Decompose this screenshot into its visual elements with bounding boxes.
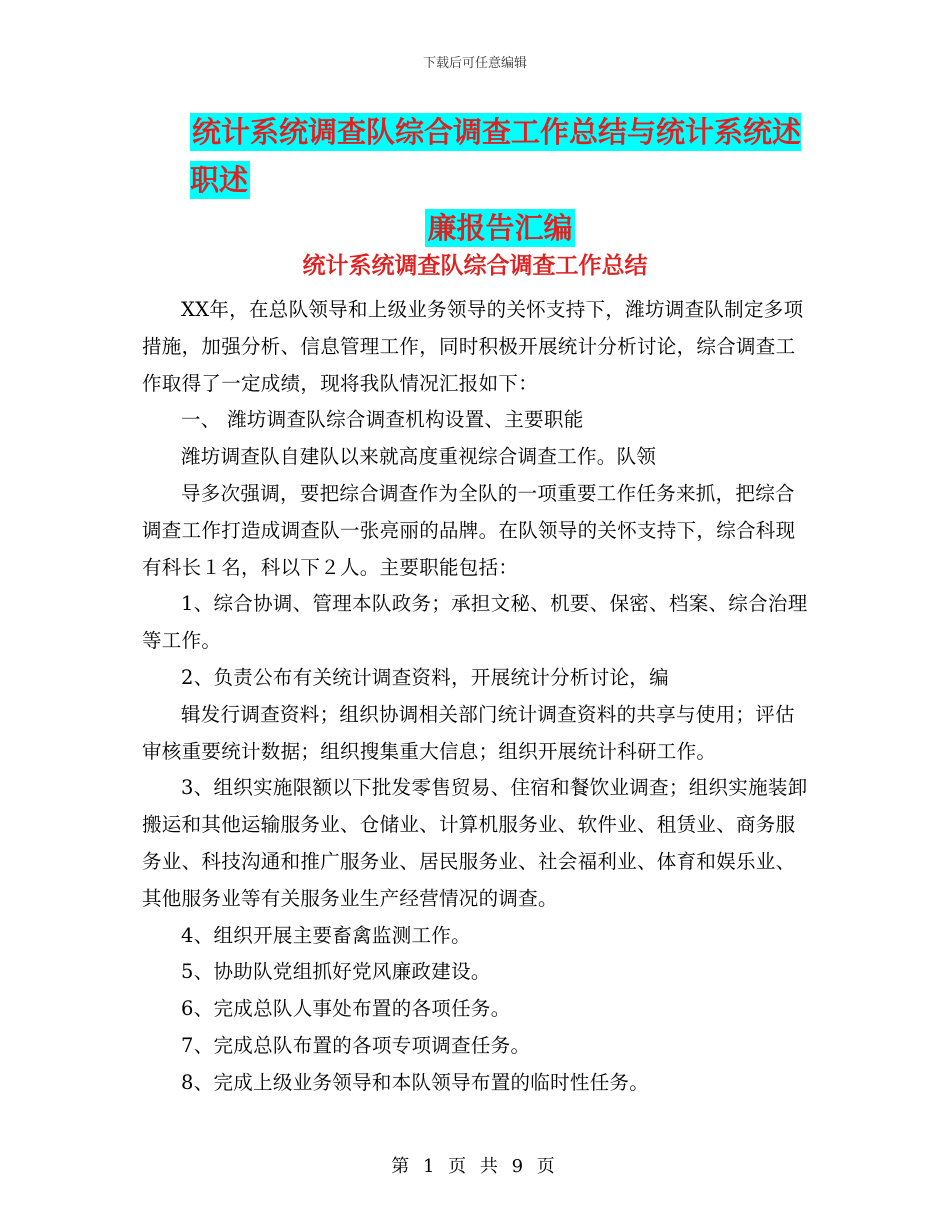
paragraph-intro: XX年，在总队领导和上级业务领导的关怀支持下，潍坊调查队制定多项措施，加强分析、信息管理工作，同时积极开展统计分析讨论，综合调查工作取得了一定成绩，现将我队情况汇报如下：	[142, 298, 804, 395]
list-item-1: 1、综合协调、管理本队政务；承担文秘、机要、保密、档案、综合治理等工作。	[142, 592, 808, 653]
document-body	[142, 292, 812, 1102]
paragraph-2: 潍坊调查队自建队以来就高度重视综合调查工作。队领	[181, 445, 657, 469]
paragraph-3: 导多次强调，要把综合调查作为全队的一项重要工作任务来抓，把综合调查工作打造成调查队一张亮丽的品牌。在队领导的关怀支持下，综合科现有科长１名，科以下２人。主要职能包括：	[142, 481, 796, 579]
list-item-3: 3、组织实施限额以下批发零售贸易、住宿和餐饮业调查；组织实施装卸搬运和其他运输服务业、仓储业、计算机服务业、软件业、租赁业、商务服务业、科技沟通和推广服务业、居民服务业、社会福利业、体育和娱乐业、其他服务业等有关服务业生产经营情况的调查。	[142, 776, 808, 910]
title-line-2: 廉报告汇编	[427, 211, 573, 245]
section-title: 统计系统调查队综合调查工作总结	[302, 252, 648, 279]
list-item-4: 4、组织开展主要畜禽监测工作。	[181, 923, 471, 947]
header-note: 下载后可任意编辑	[422, 56, 527, 71]
list-item-2b: 辑发行调查资料；组织协调相关部门统计调查资料的共享与使用；评估审核重要统计数据；组织搜集重大信息；组织开展统计科研工作。	[142, 702, 795, 763]
list-item-8: 8、完成上级业务领导和本队领导布置的临时性任务。	[181, 1070, 650, 1094]
heading-1: 一、 潍坊调查队综合调查机构设置、主要职能	[181, 408, 584, 432]
document-title	[190, 108, 810, 252]
title-line-1: 统计系统调查队综合调查工作总结与统计系统述职述	[190, 115, 802, 197]
list-item-6: 6、完成总队人事处布置的各项任务。	[181, 997, 511, 1021]
list-item-2a: 2、负责公布有关统计调查资料，开展统计分析讨论，编	[181, 665, 669, 689]
list-item-5: 5、协助队党组抓好党风廉政建设。	[181, 960, 491, 984]
list-item-7: 7、完成总队布置的各项专项调查任务。	[181, 1033, 531, 1057]
page-footer: 第 1 页 共 9 页	[391, 1156, 559, 1177]
